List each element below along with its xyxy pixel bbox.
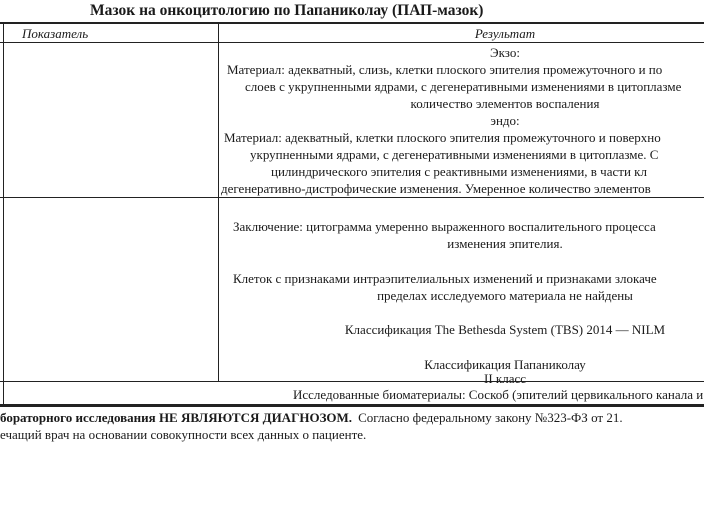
table-text-line: Заключение: цитограмма умеренно выраженного воспалительного процесса [233,219,656,234]
table-text-line: Классификация Папаниколау [424,357,586,372]
footer-regular-text: Согласно федеральному закону №323-ФЗ от 21. [358,410,623,425]
table-text-line: изменения эпителия. [447,236,563,251]
table-text-line: II класс [483,371,527,386]
header-bottom-border [0,42,704,43]
footer-bold-text: бораторного исследования НЕ ЯВЛЯЮТСЯ ДИАГНОЗОМ. [0,410,353,425]
table-text-line: эндо: [490,113,520,128]
table-text-line: дегенеративно-дистрофические изменения. Умеренное количество элементов [221,181,651,196]
table-bottom-border [0,404,704,407]
footer-disclaimer-line2: ечащий врач на основании совокупности всех данных о пациенте. [0,427,367,442]
table-left-border [3,22,4,405]
table-top-border [0,22,704,24]
footer-disclaimer-line1 [0,409,623,426]
table-text-line: цилиндрического эпителия с реактивными изменениями, в части кл [271,164,647,179]
column-header-result: Результат [474,26,536,41]
table-text-line: Материал: адекватный, клетки плоского эпителия промежуточного и поверхно [224,130,661,145]
table-text-line: укрупненными ядрами, с дегенеративными изменениями в цитоплазме. С [250,147,659,162]
table-text-line: Классификация The Bethesda System (TBS) 2014 — NILM [344,322,666,337]
row1-bottom-border [0,197,704,198]
table-text-line: Клеток с признаками интраэпителиальных изменений и признаками злокаче [233,271,657,286]
table-text-line: слоев с укрупненными ядрами, с дегенеративными изменениями в цитоплазме [245,79,682,94]
table-text-line: количество элементов воспаления [410,96,600,111]
table-text-line: Материал: адекватный, слизь, клетки плоского эпителия промежуточного и по [227,62,663,77]
column-header-indicator: Показатель [22,26,89,41]
table-text-line: Исследованные биоматериалы: Соскоб (эпителий цервикального канала и [293,387,704,402]
table-text-line: пределах исследуемого материала не найдены [377,288,633,303]
page-title: Мазок на онкоцитологию по Папаниколау (ПАП-мазок) [90,2,484,19]
table-text-line: Экзо: [490,45,520,60]
